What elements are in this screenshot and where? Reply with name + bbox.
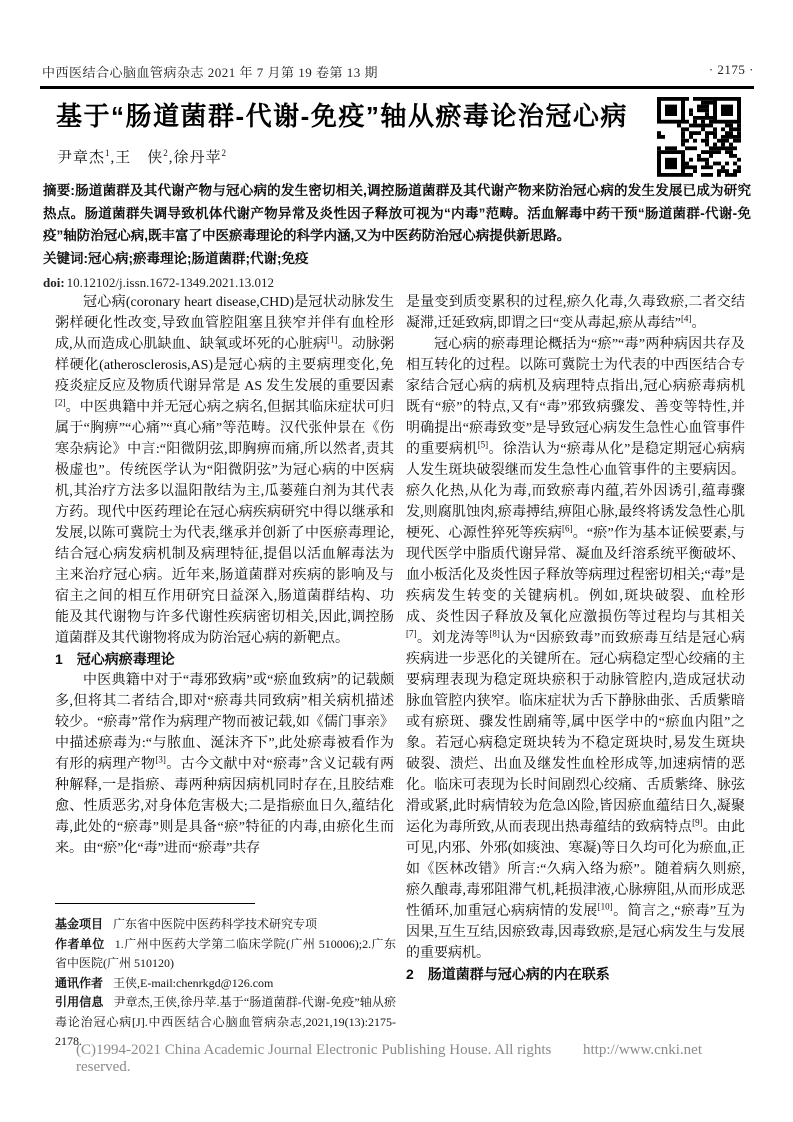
body-paragraph: 冠心病(coronary heart disease,CHD)是冠状动脉发生粥样硬化性改变,导致血管腔阻塞且狭窄并伴有血栓形成,从而造成心肌缺血、缺氧或坏死的心脏病[1]。动脉粥样硬化(atherosclerosis,AS)是冠心病的主要病理变化,免疫炎症反应及物质代谢异常是 AS 发生发展的重要因素[2]。中医典籍中并无冠心病之病名,但据其临床症状可归属于“胸痹”“心痛”“真心痛”等范畴。汉代张仲景在《伤寒杂病论》中言:“阳微阴弦,即胸痹而痛,所以然者,责其极虚也”。传统医学认为“阳微阴弦”为冠心病的中医病机,其治疗方法多以温阳散结为主,瓜蒌薤白剂为其代表方药。现代中医药理论在冠心病疾病研究中得以继承和发展,以陈可冀院士为代表,继承并创新了中医瘀毒理论,结合冠心病发病机制及病理特征,提倡以活血解毒法为主来治疗冠心病。近年来,肠道菌群对疾病的影响及与宿主之间的相互作用研究日益深入,肠道菌群结构、功能及其代谢物与许多代谢性疾病密切相关,因此,调控肠道菌群及其代谢物将成为防治冠心病的新靶点。	[55, 295, 394, 646]
footnote-label: 通讯作者	[55, 975, 104, 990]
abstract-text: 摘要:肠道菌群及其代谢产物与冠心病的发生密切相关,调控肠道菌群及其代谢产物来防治冠心病的发生发展已成为研究热点。肠道菌群失调导致机体代谢产物异常及炎性因子释放可视为“内毒”范畴。活血解毒中药干预“肠道菌群-代谢-免疫”轴防治冠心病,既丰富了中医瘀毒理论的科学内涵,又为中医药防治冠心病提供新思路。	[43, 183, 751, 243]
footnote-item: 通讯作者 王侠,E-mail:chenrkgd@126.com	[55, 975, 274, 990]
reference-marker: [3]	[155, 754, 166, 765]
reference-marker: [4]	[680, 313, 692, 324]
author: 徐丹苹$^2$	[173, 148, 228, 166]
doi-label: doi:	[43, 275, 65, 290]
header-divider	[40, 86, 754, 89]
body-paragraph: 是量变到质变累积的过程,瘀久化毒,久毒致瘀,二者交结凝滞,迁延致病,即谓之曰“变从毒起,瘀从毒结”[4]。	[406, 295, 745, 331]
footnote-label: 引用信息	[55, 995, 104, 1009]
footnote-item: 作者单位 1.广州中医药大学第二临床学院(广州 510006);2.广东省中医院(广州 510120)	[55, 936, 396, 970]
footnote-item: 基金项目 广东省中医院中医药科学技术研究专项	[55, 917, 318, 931]
qr-code-icon	[657, 97, 741, 177]
copyright-text: (C)1994-2021 China Academic Journal Electronic Publishing House. All rights reserved.	[76, 1042, 552, 1075]
article-title: 基于“肠道菌群-代谢-免疫”轴从瘀毒论治冠心病	[56, 101, 628, 131]
section-heading: 1 冠心病瘀毒理论	[55, 651, 175, 667]
reference-marker: [1]	[327, 334, 338, 345]
footnote-label: 作者单位	[55, 936, 105, 951]
reference-marker: [5]	[477, 439, 489, 450]
page-footer	[42, 1042, 752, 1076]
footnote-block	[55, 903, 396, 1052]
doi-value: 10.12102/j.issn.1672-1349.2021.13.012	[66, 275, 274, 290]
reference-marker: [6]	[562, 523, 573, 534]
reference-marker: [2]	[55, 397, 66, 408]
right-column	[406, 292, 745, 1040]
footnote-list	[55, 915, 396, 1052]
reference-marker: [7]	[406, 628, 417, 639]
abstract-zone	[43, 180, 751, 290]
author-line: 尹章杰$^1$,王 侠$^2$,徐丹苹$^2$	[57, 148, 228, 166]
reference-marker: [9]	[692, 817, 703, 828]
page-number: · 2175 ·	[708, 62, 754, 77]
left-column	[55, 292, 394, 904]
reference-marker: [8]	[489, 628, 500, 639]
journal-issue-line: 中西医结合心脑血管病杂志 2021 年 7 月第 19 卷第 13 期	[42, 65, 379, 80]
doi-line	[43, 275, 751, 290]
page-header	[42, 62, 754, 81]
author: 王 侠$^2$	[115, 148, 169, 166]
footnote-item: 引用信息 尹章杰,王侠,徐丹苹.基于“肠道菌群-代谢-免疫”轴从瘀毒论治冠心病[J].中西医结合心脑血管病杂志,2021,19(13):2175-2178.	[55, 995, 396, 1048]
footnote-divider	[55, 903, 255, 904]
section-heading: 2 肠道菌群与冠心病的内在联系	[406, 966, 610, 982]
keywords-line: 关键词:冠心病;瘀毒理论;肠道菌群;代谢;免疫	[43, 250, 309, 266]
body-paragraph: 中医典籍中对于“毒邪致病”或“瘀血致病”的记载颇多,但将其二者结合,即对“瘀毒共同致病”相关病机描述较少。“瘀毒”常作为病理产物而被记载,如《儒门事亲》中描述瘀毒为:“与脓血、涎沫齐下”,此处瘀毒被看作为有形的病理产物[3]。古今文献中对“瘀毒”含义记载有两种解释,一是指瘀、毒两种病因病机同时存在,且胶结难愈、性质恶劣,对身体危害极大;二是指瘀血日久,蕴结化毒,此处的“瘀毒”则是具备“瘀”特征的内毒,由瘀化生而来。由“瘀”化“毒”进而“瘀毒”共存	[55, 673, 394, 856]
cnki-url: http://www.cnki.net	[582, 1042, 702, 1058]
body-paragraph: 冠心病的瘀毒理论概括为“瘀”“毒”两种病因共存及相互转化的过程。以陈可冀院士为代表的中西医结合专家结合冠心病的病机及病理特点指出,冠心病瘀毒病机既有“瘀”的特点,又有“毒”邪致病骤发、善变等特性,并明确提出“瘀毒致变”是导致冠心病发生急性心血管事件的重要病机[5]。徐浩认为“瘀毒从化”是稳定期冠心病病人发生斑块破裂继而发生急性心血管事件的主要病因。瘀久化热,从化为毒,而致瘀毒内蕴,若外因诱引,蕴毒骤发,则腐肌蚀肉,瘀毒搏结,痹阻心脉,最终将诱发急性心肌梗死、心源性猝死等疾病[6]。“瘀”作为基本证候要素,与现代医学中脂质代谢异常、凝血及纤溶系统平衡破坏、血小板活化及炎性因子释放等病理过程密切相关;“毒”是疾病发生转变的关键病机。例如,斑块破裂、血栓形成、炎性因子释放及氧化应激损伤等过程均与其相关[7]。刘龙涛等[8]认为“因瘀致毒”而致瘀毒互结是冠心病疾病进一步恶化的关键所在。冠心病稳定型心绞痛的主要病理表现为稳定斑块瘀积于动脉管腔内,造成冠状动脉血管腔内狭窄。临床症状为舌下静脉曲张、舌质紫暗或有瘀斑、骤发性剧痛等,属中医学中的“瘀血内阻”之象。若冠心病稳定斑块转为不稳定斑块时,易发生斑块破裂、溃烂、出血及继发性血栓形成等,加速病情的恶化。临床可表现为长时间剧烈心绞痛、舌质紫绛、脉弦滑或紧,此时病情较为危急凶险,皆因瘀血蕴结日久,凝聚运化为毒所致,从而表现出热毒蕴结的致病特点[9]。由此可见,内邪、外邪(如痰浊、寒凝)等日久均可化为瘀血,正如《医林改错》所言:“久病入络为瘀”。随着病久则瘀,瘀久酿毒,毒邪阻滞气机,耗损津液,心脉痹阻,从而形成恶性循环,加重冠心病病情的发展[10]。简言之,“瘀毒”互为因果,互生互结,因瘀致毒,因毒致瘀,是冠心病发生与发展的重要病机。	[406, 337, 745, 961]
reference-marker: [10]	[597, 901, 613, 912]
author: 尹章杰$^1$	[57, 148, 111, 166]
footnote-label: 基金项目	[55, 917, 104, 931]
